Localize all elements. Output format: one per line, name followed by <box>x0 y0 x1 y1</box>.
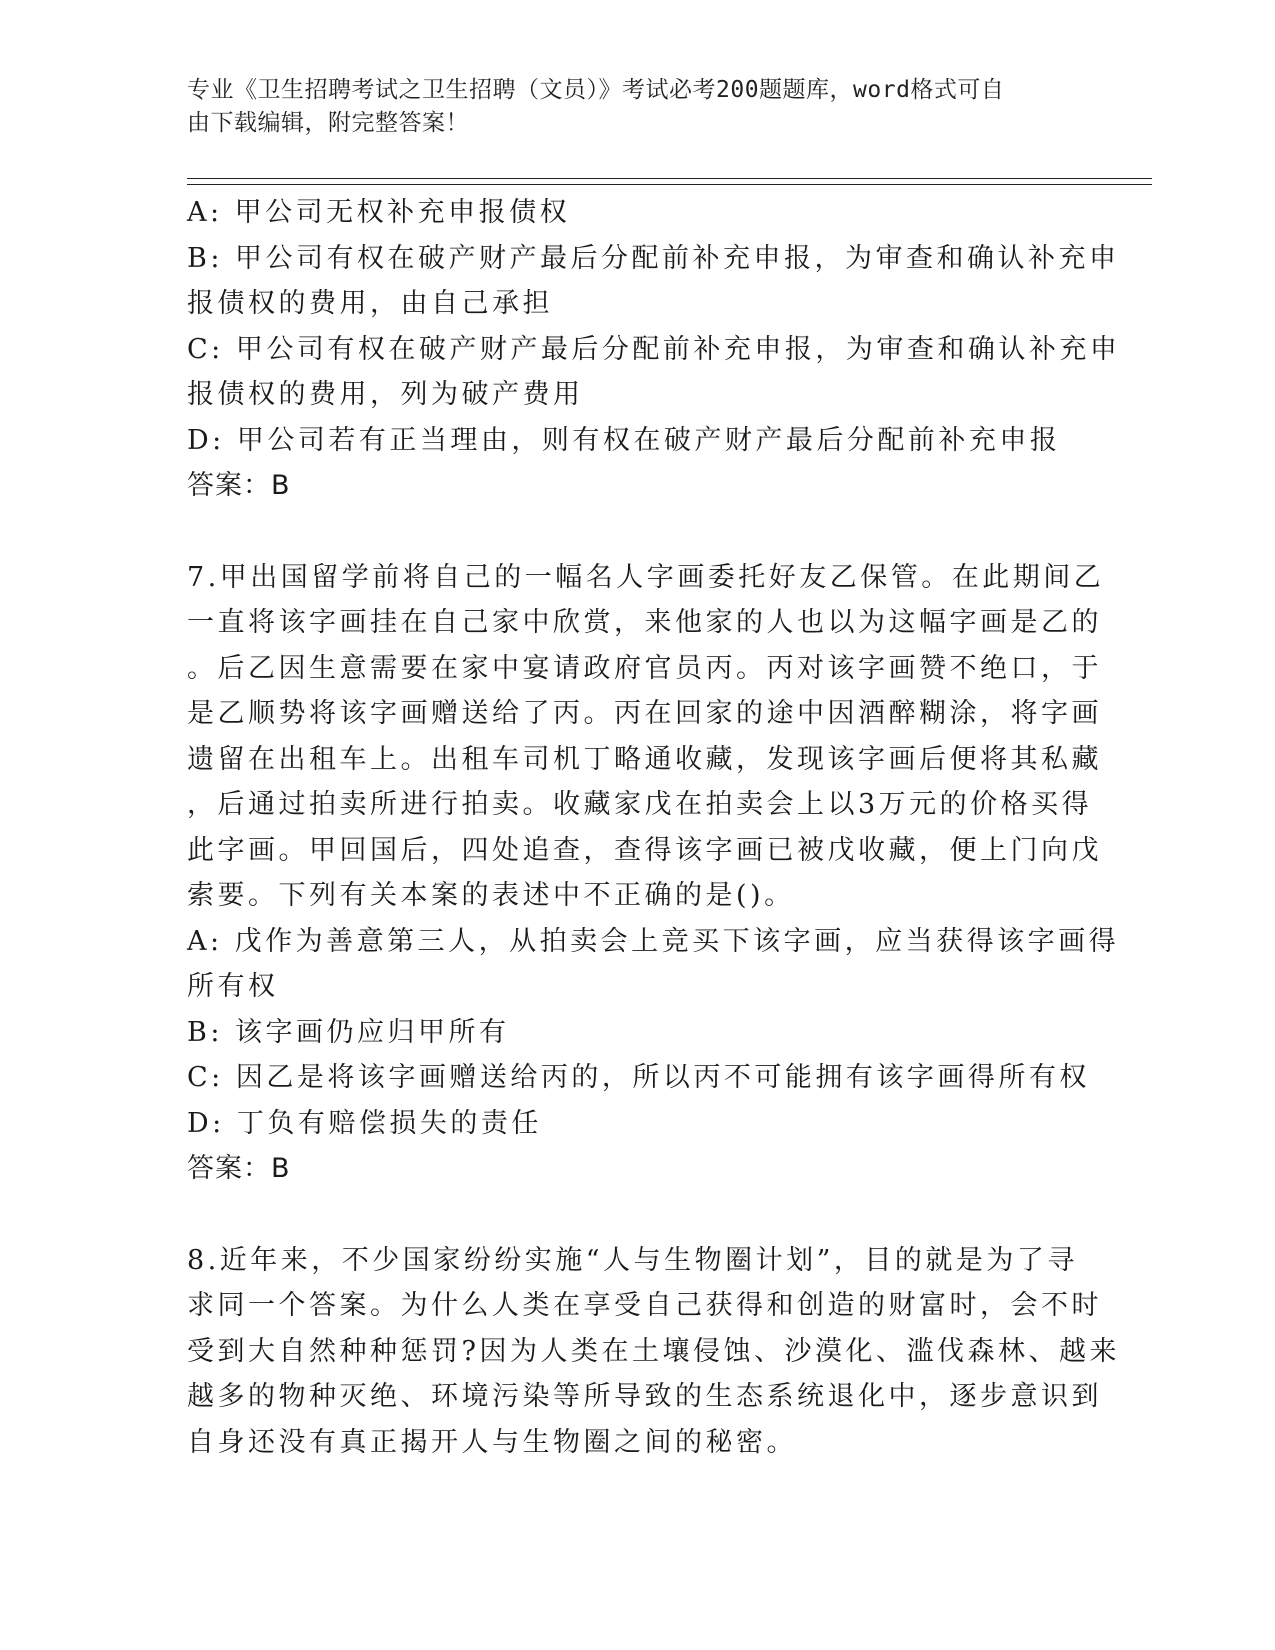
q7-stem-line: 遗留在出租车上。出租车司机丁略通收藏，发现该字画后便将其私藏 <box>187 743 1102 775</box>
header-line-1: 专业《卫生招聘考试之卫生招聘（文员）》考试必考200题题库，word格式可自 <box>187 77 1005 103</box>
q8-stem-line: 求同一个答案。为什么人类在享受自己获得和创造的财富时，会不时 <box>187 1290 1102 1321</box>
q6-option-d: D: 甲公司若有正当理由，则有权在破产财产最后分配前补充申报 <box>187 424 1061 456</box>
q8-stem-line: 受到大自然种种惩罚?因为人类在土壤侵蚀、沙漠化、滥伐森林、越来 <box>187 1335 1120 1367</box>
q7-option-b: B: 该字画仍应归甲所有 <box>187 1016 510 1048</box>
q7-stem-line: 一直将该字画挂在自己家中欣赏，来他家的人也以为这幅字画是乙的 <box>187 607 1102 638</box>
q6-option-c-line-2: 报债权的费用，列为破产费用 <box>187 379 584 410</box>
document-header <box>187 74 1077 140</box>
q6-answer: 答案：B <box>187 470 291 501</box>
q7-stem-line: 是乙顺势将该字画赠送给了丙。丙在回家的途中因酒醉糊涂，将字画 <box>187 698 1102 729</box>
question-8 <box>187 1238 1120 1466</box>
q7-stem-line: 。后乙因生意需要在家中宴请政府官员丙。丙对该字画赞不绝口，于 <box>187 652 1102 684</box>
header-line-2: 由下载编辑，附完整答案！ <box>187 110 469 136</box>
section-gap <box>187 509 1087 555</box>
q6-option-a: A: 甲公司无权补充申报债权 <box>187 197 571 228</box>
q6-option-b-line-2: 报债权的费用，由自己承担 <box>187 288 553 319</box>
q7-option-a-line-2: 所有权 <box>187 971 279 1002</box>
q7-option-a-line-1: A: 戊作为善意第三人，从拍卖会上竞买下该字画，应当获得该字画得 <box>187 925 1120 957</box>
q7-stem-line: 7.甲出国留学前将自己的一幅名人字画委托好友乙保管。在此期间乙 <box>187 561 1105 593</box>
q8-stem-line: 自身还没有真正揭开人与生物圈之间的秘密。 <box>187 1426 797 1458</box>
q7-stem-line: ，后通过拍卖所进行拍卖。收藏家戊在拍卖会上以3万元的价格买得 <box>187 789 1093 820</box>
q8-stem-line: 8.近年来，不少国家纷纷实施“人与生物圈计划”，目的就是为了寻 <box>187 1244 1078 1276</box>
q7-option-d: D: 丁负有赔偿损失的责任 <box>187 1107 542 1139</box>
q6-option-c-line-1: C: 甲公司有权在破产财产最后分配前补充申报，为审查和确认补充申 <box>187 333 1121 365</box>
question-6-options <box>187 190 1121 509</box>
q7-option-c: C: 因乙是将该字画赠送给丙的，所以丙不可能拥有该字画得所有权 <box>187 1062 1090 1093</box>
question-7 <box>187 555 1120 1192</box>
section-gap <box>187 1192 1087 1238</box>
document-body <box>187 190 1121 1465</box>
q7-answer: 答案：B <box>187 1153 291 1184</box>
q7-stem-line: 此字画。甲回国后，四处追查，查得该字画已被戊收藏，便上门向戊 <box>187 834 1102 866</box>
q7-stem-line: 索要。下列有关本案的表述中不正确的是()。 <box>187 880 795 911</box>
q6-option-b-line-1: B: 甲公司有权在破产财产最后分配前补充申报，为审查和确认补充申 <box>187 242 1120 274</box>
header-divider <box>187 178 1152 185</box>
q8-stem-line: 越多的物种灭绝、环境污染等所导致的生态系统退化中，逐步意识到 <box>187 1381 1102 1412</box>
